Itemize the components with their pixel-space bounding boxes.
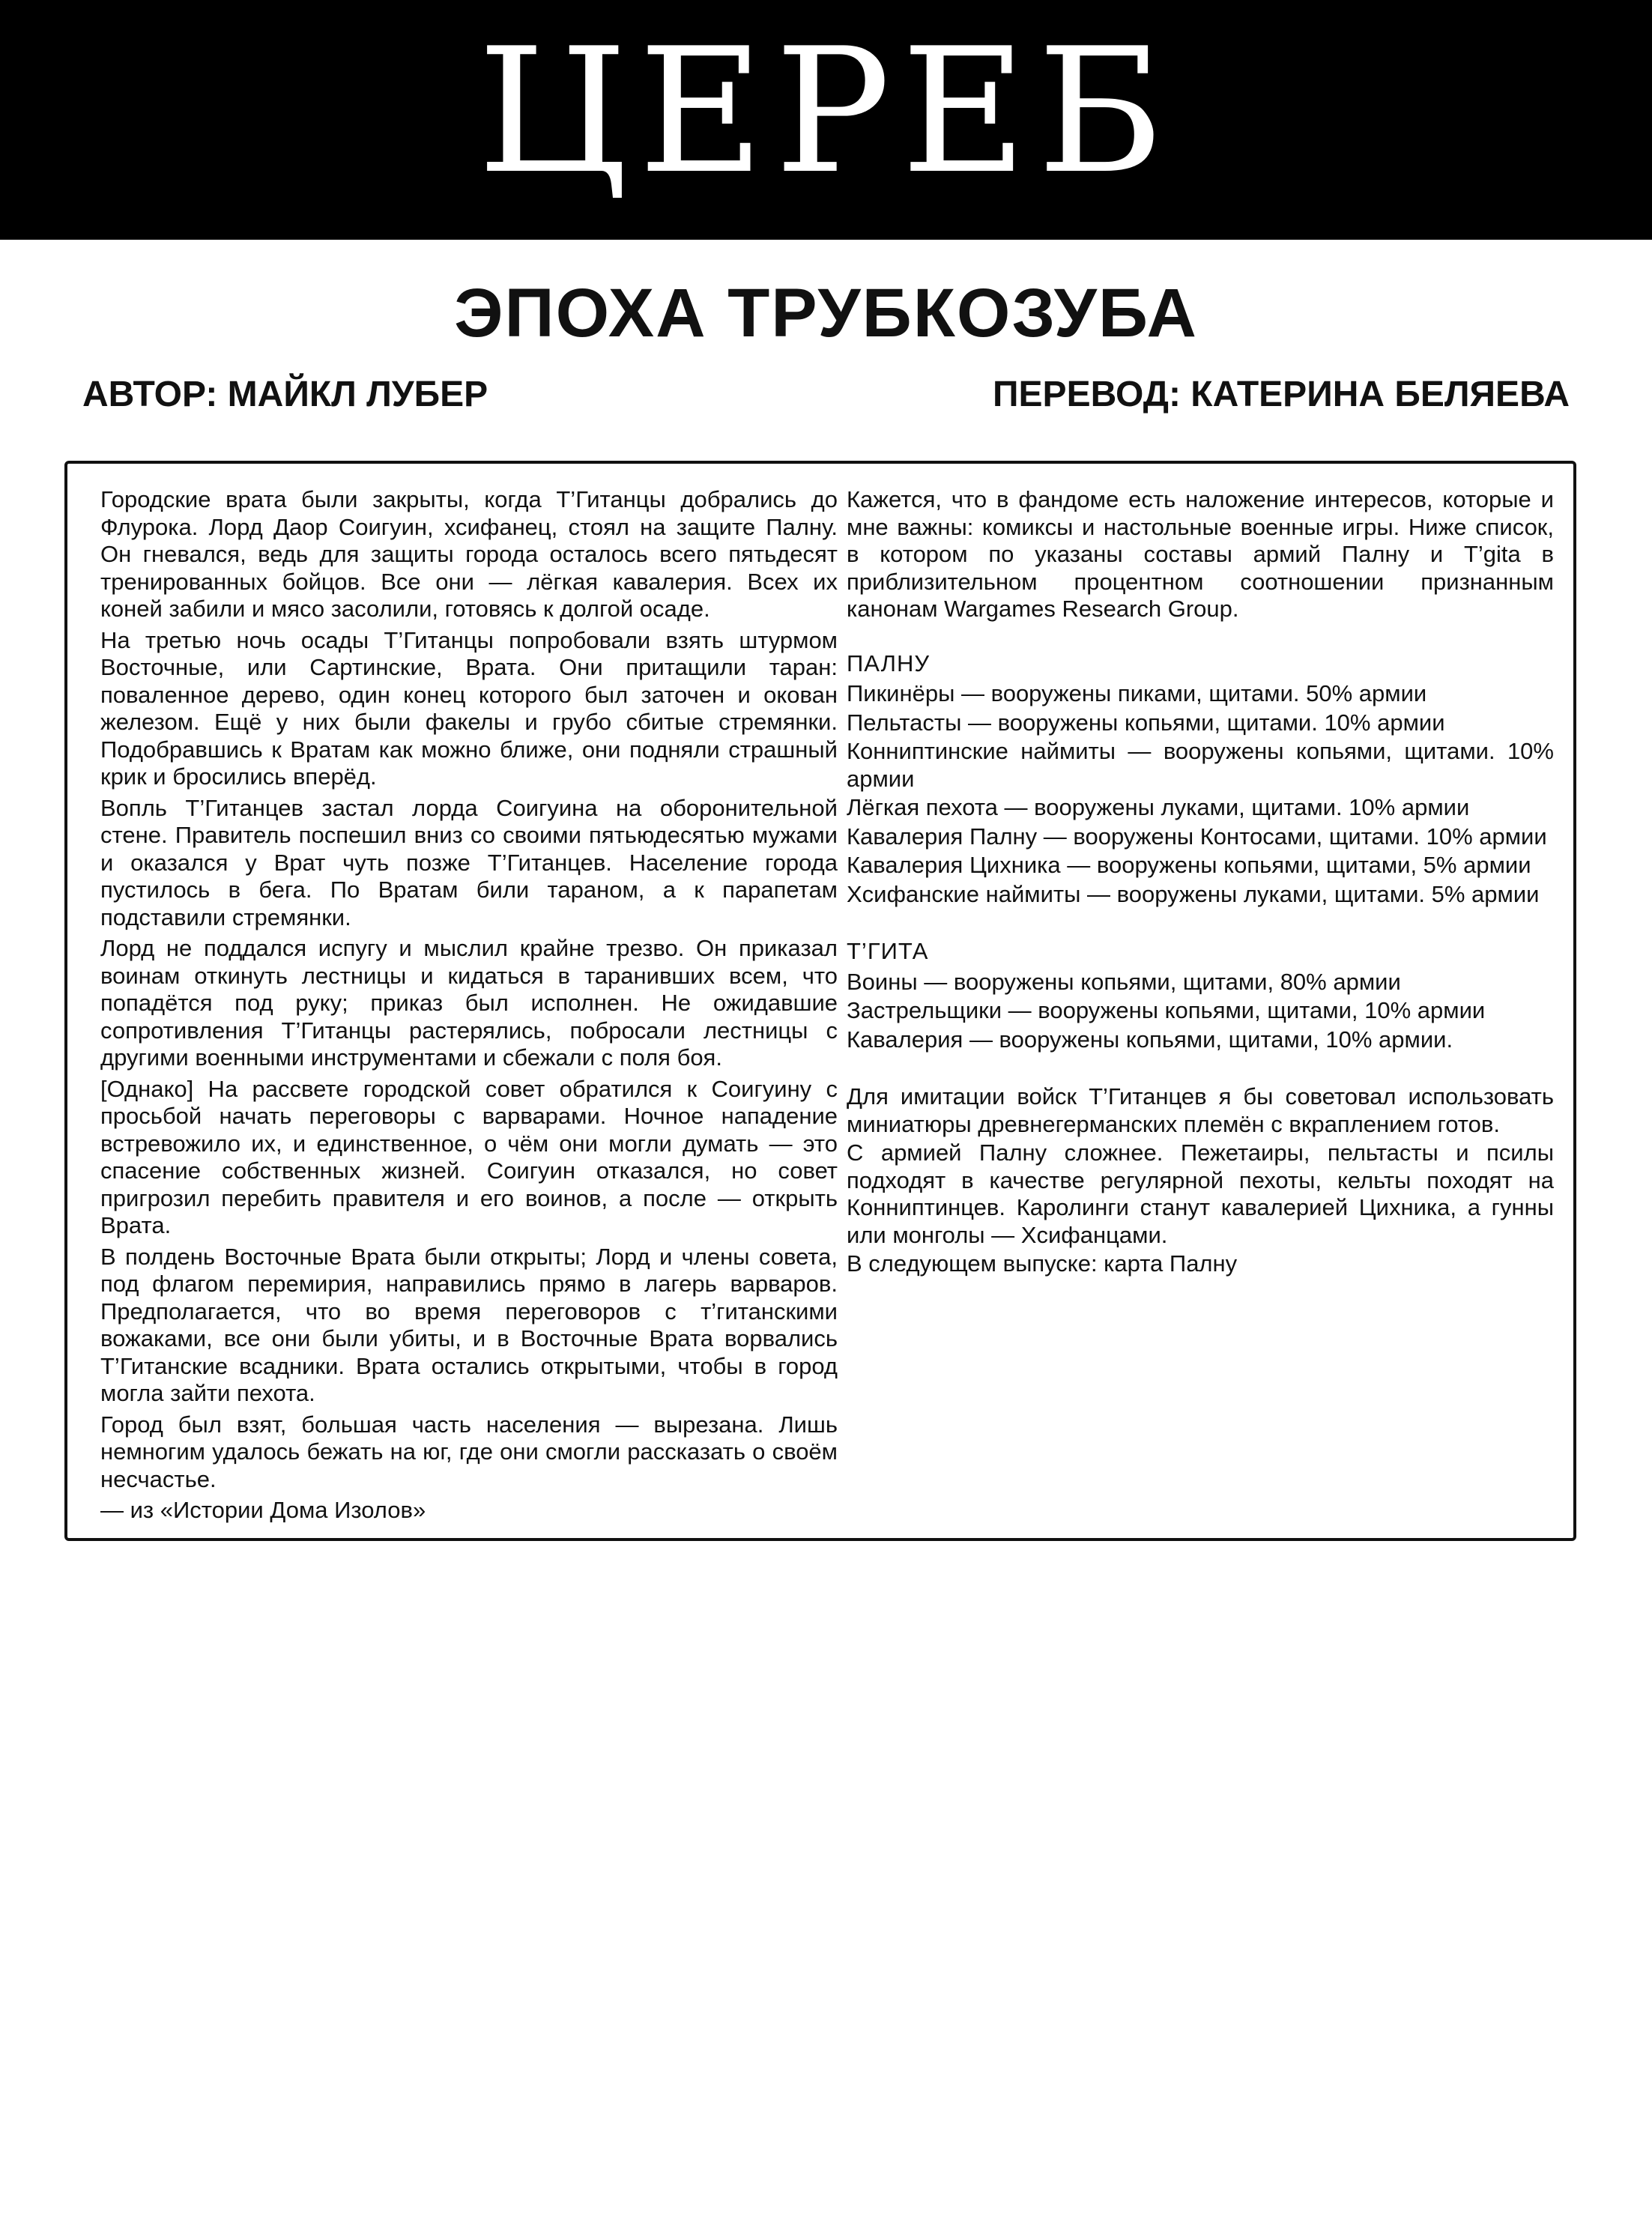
- wargame-intro: Кажется, что в фандоме есть наложение интересов, которые и мне важны: комиксы и настольные военные игры. Ниже список, в котором по указаны составы армий Палну и T’gita в приблизительном процентном соотношении признанным канонам Wargames Research Group.: [847, 486, 1554, 622]
- masthead-banner: [0, 0, 1652, 240]
- list-item: Хсифанские наймиты — вооружены луками, щитами. 5% армии: [847, 880, 1540, 907]
- story-paragraph: Вопль Т’Гитанцев застал лорда Соигуина на оборонительной стене. Правитель поспешил вниз со своими пятьюдесятью мужами и оказался у Врат чуть позже Т’Гитанцев. Население города пустилось в бега. По Вратам били тараном, а к парапетам подставили стремянки.: [100, 794, 838, 930]
- list-item: Пикинёры — вооружены пиками, щитами. 50% армии: [847, 680, 1427, 706]
- tgita-heading: Т’ГИТА: [847, 938, 929, 964]
- list-item: Пельтасты — вооружены копьями, щитами. 10% армии: [847, 709, 1445, 736]
- story-source: — из «Истории Дома Изолов»: [100, 1497, 426, 1523]
- notes-paragraph: Для имитации войск Т’Гитанцев я бы советовал использовать миниатюры древнегерманских племён с вкраплением готов.: [847, 1083, 1554, 1137]
- story-column: [100, 486, 838, 1528]
- story-paragraph: Лорд не поддался испугу и мыслил крайне трезво. Он приказал воинам откинуть лестницы и кидаться в таранивших всем, что попадётся под руку; приказ был исполнен. Не ожидавшие сопротивления Т’Гитанцы растерялись, побросали лестницы с другими военными инструментами и сбежали с поля боя.: [100, 935, 838, 1071]
- story-paragraph: В полдень Восточные Врата были открыты; Лорд и члены совета, под флагом перемирия, направились прямо в лагерь варваров. Предполагается, что во время переговоров с т’гитанскими вожаками, все они были убиты, и в Восточные Врата ворвались Т’Гитанские всадники. Врата остались открытыми, чтобы в город могла зайти пехота.: [100, 1243, 838, 1406]
- palnu-army-list: [847, 680, 1554, 908]
- notes-paragraph: С армией Палну сложнее. Пежетаиры, пельтасты и псилы подходят в качестве регулярной пехоты, кельты походят на Конниптинцев. Каролинги станут кавалерией Цихника, а гунны или монголы — Хсифанцами.: [847, 1139, 1554, 1248]
- list-item: Кавалерия Цихника — вооружены копьями, щитами, 5% армии: [847, 852, 1531, 878]
- masthead-title: ЦЕРЕБ: [477, 12, 1175, 212]
- list-item: Кавалерия — вооружены копьями, щитами, 10% армии.: [847, 1026, 1453, 1053]
- miniatures-notes: [847, 1083, 1554, 1278]
- list-item: Лёгкая пехота — вооружены луками, щитами. 10% армии: [847, 794, 1470, 820]
- author-credit: АВТОР: МАЙКЛ ЛУБЕР: [82, 375, 488, 414]
- next-issue-note: В следующем выпуске: карта Палну: [847, 1250, 1238, 1277]
- list-item: Воины — вооружены копьями, щитами, 80% армии: [847, 968, 1401, 995]
- list-item: Застрельщики — вооружены копьями, щитами, 10% армии: [847, 997, 1486, 1023]
- translator-credit: ПЕРЕВОД: КАТЕРИНА БЕЛЯЕВА: [993, 375, 1570, 414]
- story-paragraph: [Однако] На рассвете городской совет обратился к Соигуину с просьбой начать переговоры с варварами. Ночное нападение встревожило их, и единственное, о чём они могли думать — это спасение собственных жизней. Соигуин отказался, но совет пригрозил перебить правителя и его воинов, а после — открыть Врата.: [100, 1075, 838, 1238]
- byline: [82, 377, 1570, 422]
- tgita-army-list: [847, 969, 1554, 1054]
- wargame-column: [847, 486, 1554, 1280]
- story-paragraph: На третью ночь осады Т’Гитанцы попробовали взять штурмом Восточные, или Сартинские, Врата. Они притащили таран: поваленное дерево, один конец которого был заточен и окован железом. Ещё у них были факелы и грубо сбитые стремянки. Подобравшись к Вратам как можно ближе, они подняли страшный крик и бросились вперёд.: [100, 626, 838, 790]
- article-title: ЭПОХА ТРУБКОЗУБА: [454, 275, 1198, 351]
- palnu-heading: ПАЛНУ: [847, 650, 931, 676]
- story-paragraph: Город был взят, большая часть населения — вырезана. Лишь немногим удалось бежать на юг, где они смогли рассказать о своём несчастье.: [100, 1411, 838, 1492]
- list-item: Конниптинские наймиты — вооружены копьями, щитами. 10% армии: [847, 738, 1554, 792]
- article-frame: [64, 461, 1576, 1541]
- list-item: Кавалерия Палну — вооружены Контосами, щитами. 10% армии: [847, 823, 1547, 850]
- story-paragraph: Городские врата были закрыты, когда Т’Гитанцы добрались до Флурока. Лорд Даор Соигуин, хсифанец, стоял на защите Палну. Он гневался, ведь для защиты города осталось всего пятьдесят тренированных бойцов. Все они — лёгкая кавалерия. Всех их коней забили и мясо засолили, готовясь к долгой осаде.: [100, 486, 838, 622]
